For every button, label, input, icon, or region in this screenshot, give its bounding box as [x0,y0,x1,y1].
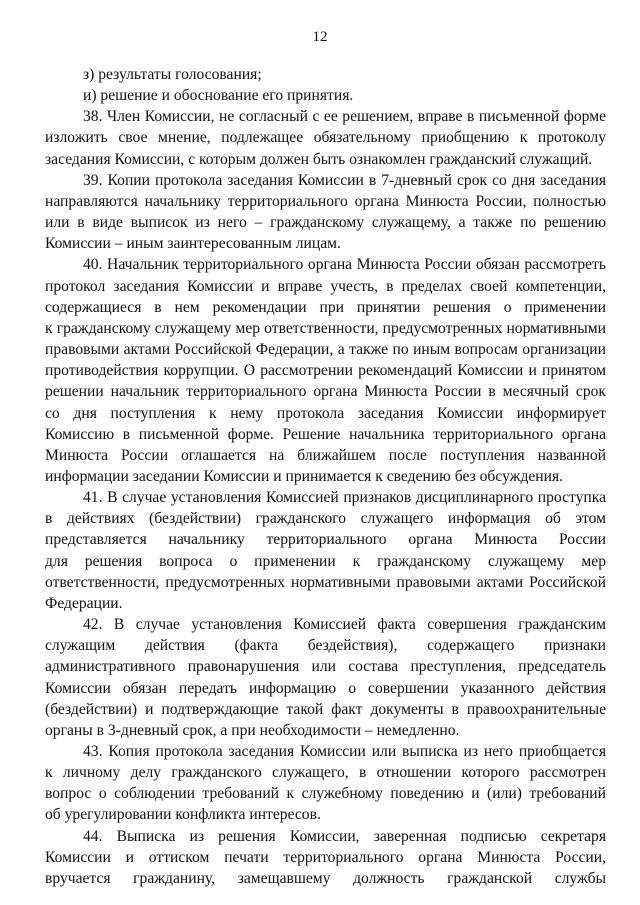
text-line: или в виде выписок из него – гражданскому служащему, а также по решению [45,214,606,232]
page-number: 12 [312,29,328,45]
text-line: изложить свое мнение, подлежащее обязательному приобщению к протоколу [45,129,606,147]
text-line: со дня поступления к нему протокола заседания Комиссии информирует [45,404,606,422]
text-line: решении начальник территориального органа Минюста России в месячный срок [45,383,606,401]
paragraph [45,826,606,889]
paragraph [45,64,606,85]
text-line: 43. Копия протокола заседания Комиссии или выписка из него приобщается [83,743,606,760]
text-line: 42. В случае установления Комиссией факта совершения гражданским [83,616,606,634]
text-line: ответственности, предусмотренных нормативными правовыми актами Российской [45,573,606,591]
text-line: правовыми актами Российской Федерации, а также по иным вопросам организации [45,341,606,359]
text-line: для решения вопроса о применении к гражданскому служащему мер [45,552,606,570]
text-line: Комиссию в письменной форме. Решение начальника территориального органа [45,425,606,443]
text-line: 38. Член Комиссии, не согласный с ее решением, вправе в письменной форме [83,108,606,126]
text-line: информации заседании Комиссии и принимается к сведению без обсуждения. [45,467,564,485]
document-body [45,64,606,889]
text-line: 44. Выписка из решения Комиссии, заверенная подписью секретаря [83,827,606,845]
text-line: и) решение и обоснование его принятия. [83,87,354,105]
text-line: Комиссии – иным заинтересованным лицам. [45,235,341,253]
text-line: Минюста России оглашается на ближайшем после поступления названной [45,446,606,464]
text-line: з) результаты голосования; [83,66,262,83]
text-line: 40. Начальник территориального органа Минюста России обязан рассмотреть [83,256,606,274]
paragraph [45,487,606,614]
paragraph [45,741,606,826]
text-line: противодействия коррупции. О рассмотрении рекомендаций Комиссии и принятом [45,362,606,380]
paragraph [45,614,606,741]
text-line: к личному делу гражданского служащего, в отношении которого рассмотрен [45,764,606,782]
paragraph [45,85,606,106]
text-line: Федерации. [45,594,123,612]
text-line: органы в 3-дневный срок, а при необходимости – немедленно. [45,721,460,739]
text-line: направляются начальнику территориального органа Минюста России, полностью [45,192,606,210]
text-line: в действиях (бездействии) гражданского служащего информация об этом [45,510,606,528]
text-line: служащим действия (факта бездействия), содержащего признаки [45,637,606,655]
text-line: Комиссии обязан передать информацию о совершении указанного действия [45,679,606,697]
text-line: представляется начальнику территориального органа Минюста России [45,531,606,549]
text-line: вручается гражданину, замещавшему должность гражданской службы [45,869,606,887]
text-line: заседания Комиссии, с которым должен быть ознакомлен гражданский служащий. [45,150,593,168]
text-line: 39. Копии протокола заседания Комиссии в 7-дневный срок со дня заседания [83,171,606,189]
text-line: Комиссии и оттиском печати территориального органа Минюста России, [45,848,606,866]
paragraph [45,254,606,487]
text-line: вопрос о соблюдении требований к служебному поведению и (или) требований [45,785,606,803]
paragraph [45,106,606,169]
text-line: административного правонарушения или состава преступления, председатель [45,658,606,676]
text-line: содержащиеся в нем рекомендации при принятии решения о применении [45,298,606,316]
text-line: к гражданскому служащему мер ответственности, предусмотренных нормативными [45,319,606,337]
text-line: 41. В случае установления Комиссией признаков дисциплинарного проступка [83,489,606,507]
text-line: (бездействии) и подтверждающие такой факт документы в правоохранительные [45,700,606,718]
text-line: протокол заседания Комиссии и вправе учесть, в пределах своей компетенции, [45,277,606,295]
text-line: об урегулировании конфликта интересов. [45,806,321,824]
paragraph [45,170,606,255]
